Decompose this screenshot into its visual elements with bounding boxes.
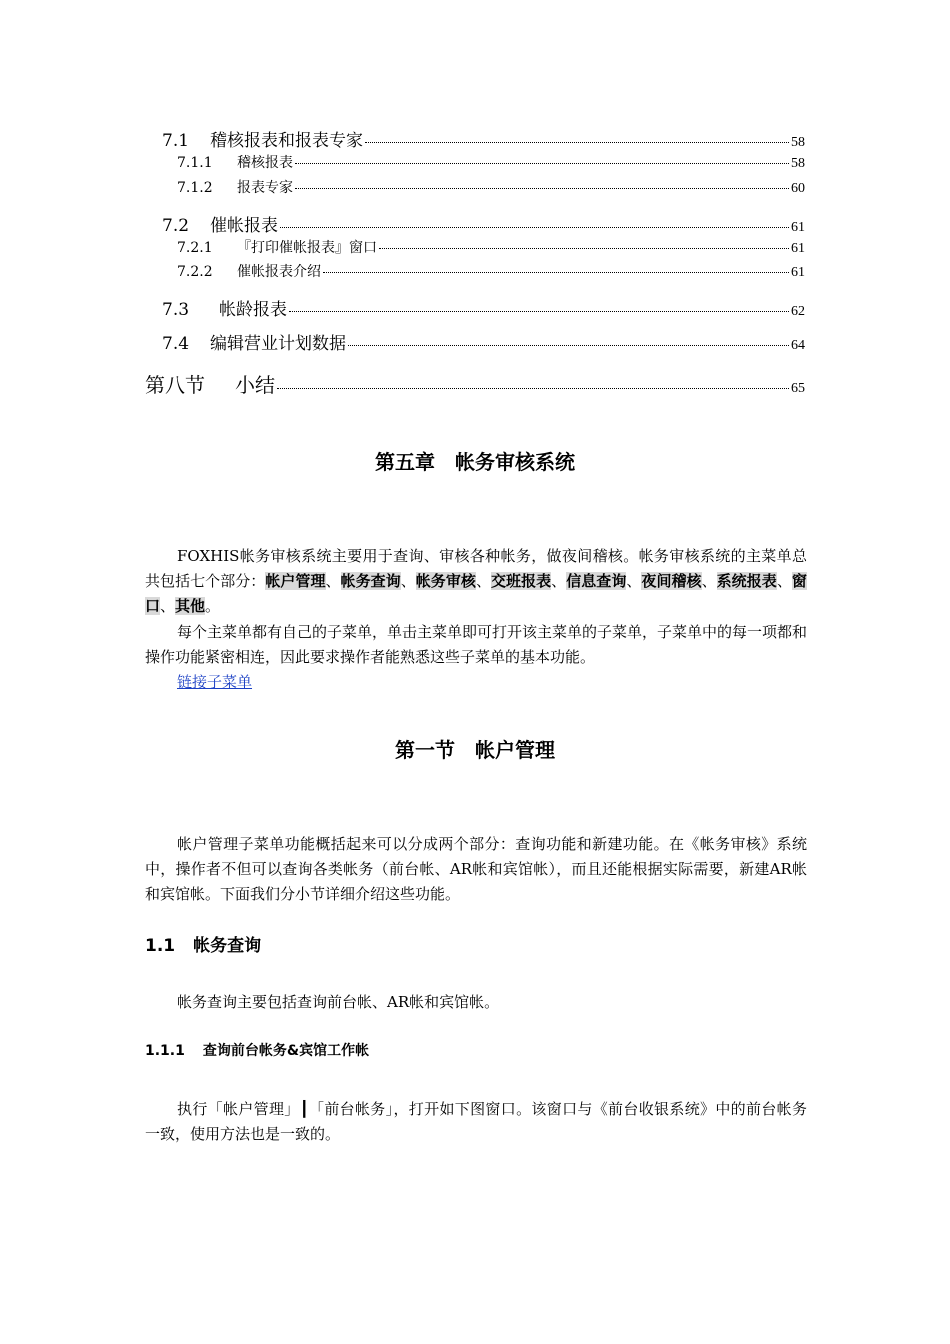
toc-page: 64 [791,338,805,353]
toc-page: 62 [791,304,805,319]
menu-other: 其他 [175,597,206,615]
subsubsection-heading [145,1040,369,1060]
toc-entry[interactable] [0,329,805,354]
toc-title: 『打印催帐报表』窗口 [237,240,377,256]
menu-system-report: 系统报表 [716,572,777,590]
intro-lead: FOXHIS帐务审核系统主要用于查询、审核各种帐务，做夜间稽核。帐务审核系统的主菜单总共包括七个部分： [145,547,807,590]
toc-page: 58 [791,135,805,150]
toc-leader [365,142,789,143]
subsection-heading [145,931,261,956]
menu-window: 窗口 [145,572,807,615]
toc-title: 催帐报表介绍 [237,264,321,280]
toc-page: 60 [791,181,805,196]
intro-paragraph-2: 每个主菜单都有自己的子菜单，单击主菜单即可打开该主菜单的子菜单，子菜单中的每一项都和操作功能紧密相连，因此要求操作者能熟悉这些子菜单的基本功能。 [145,623,808,666]
chapter-title: 第五章 帐务审核系统 [375,450,575,474]
toc-leader [348,345,789,346]
toc-page: 61 [791,220,805,235]
toc-title: 报表专家 [237,180,293,196]
toc-number: 第八节 [145,373,205,397]
toc-number: 7.3 [162,300,190,320]
toc-title: 编辑营业计划数据 [210,334,346,354]
toc-entry[interactable] [0,177,805,197]
toc-number: 7.1 [162,131,190,151]
submenu-link[interactable] [177,670,252,695]
toc-entry[interactable] [0,237,805,257]
toc-page: 65 [791,381,805,396]
menu-shift-report: 交班报表 [490,572,552,590]
subsubsection-number: 1.1.1 [145,1043,185,1059]
toc-number: 7.1.1 [177,155,213,171]
toc-entry[interactable] [0,295,805,320]
menu-query: 帐务查询 [340,572,401,590]
section-paragraph: 帐户管理子菜单功能概括起来可以分成两个部分：查询功能和新建功能。在《帐务审核》系统中，操作者不但可以查询各类帐务（前台帐、AR帐和宾馆帐），而且还能根据实际需要，新建AR帐和宾馆帐。下面我们分小节详细介绍这些功能。 [145,835,807,903]
subsection-number: 1.1 [145,936,176,956]
toc-entry[interactable] [0,126,805,151]
toc-entry[interactable] [0,261,805,281]
submenu-link-text[interactable]: 链接子菜单 [177,673,253,691]
toc-leader [323,272,789,273]
section-title: 第一节 帐户管理 [395,738,555,762]
toc-entry[interactable] [0,211,805,236]
toc-page: 61 [791,265,805,280]
toc-leader [277,388,789,389]
toc-title: 稽核报表 [237,155,293,171]
toc-page: 58 [791,156,805,171]
toc-number: 7.1.2 [177,180,213,196]
toc-number: 7.2.1 [177,240,213,256]
toc-entry[interactable] [0,369,805,398]
toc-page: 61 [791,241,805,256]
toc-leader [295,163,789,164]
intro-paragraph: FOXHIS帐务审核系统主要用于查询、审核各种帐务，做夜间稽核。帐务审核系统的主菜单总共包括七个部分：帐户管理、帐务查询、帐务审核、交班报表、信息查询、夜间稽核、系统报表、窗口、其他。 [145,547,807,615]
toc-title: 帐龄报表 [219,300,287,320]
toc-number: 7.2 [162,216,190,236]
toc-number: 7.4 [162,334,190,354]
subsubsection-paragraph: 执行「帐户管理」┃「前台帐务」，打开如下图窗口。该窗口与《前台收银系统》中的前台帐务一致，使用方法也是一致的。 [145,1100,807,1143]
menu-info: 信息查询 [566,572,627,590]
toc-number: 7.2.2 [177,264,213,280]
toc-leader [295,188,789,189]
subsubsection-title: 查询前台帐务&宾馆工作帐 [202,1043,370,1059]
menu-audit: 帐务审核 [415,572,476,590]
toc-leader [379,248,789,249]
toc-title: 小结 [235,373,275,397]
toc-leader [289,311,789,312]
toc-leader [280,227,789,228]
menu-account: 帐户管理 [265,572,326,590]
subsection-paragraph: 帐务查询主要包括查询前台帐、AR帐和宾馆帐。 [177,993,500,1011]
toc-entry[interactable] [0,152,805,172]
toc-title: 稽核报表和报表专家 [210,131,363,151]
toc-title: 催帐报表 [210,216,278,236]
subsection-title: 帐务查询 [193,936,262,956]
menu-night-audit: 夜间稽核 [641,572,702,590]
